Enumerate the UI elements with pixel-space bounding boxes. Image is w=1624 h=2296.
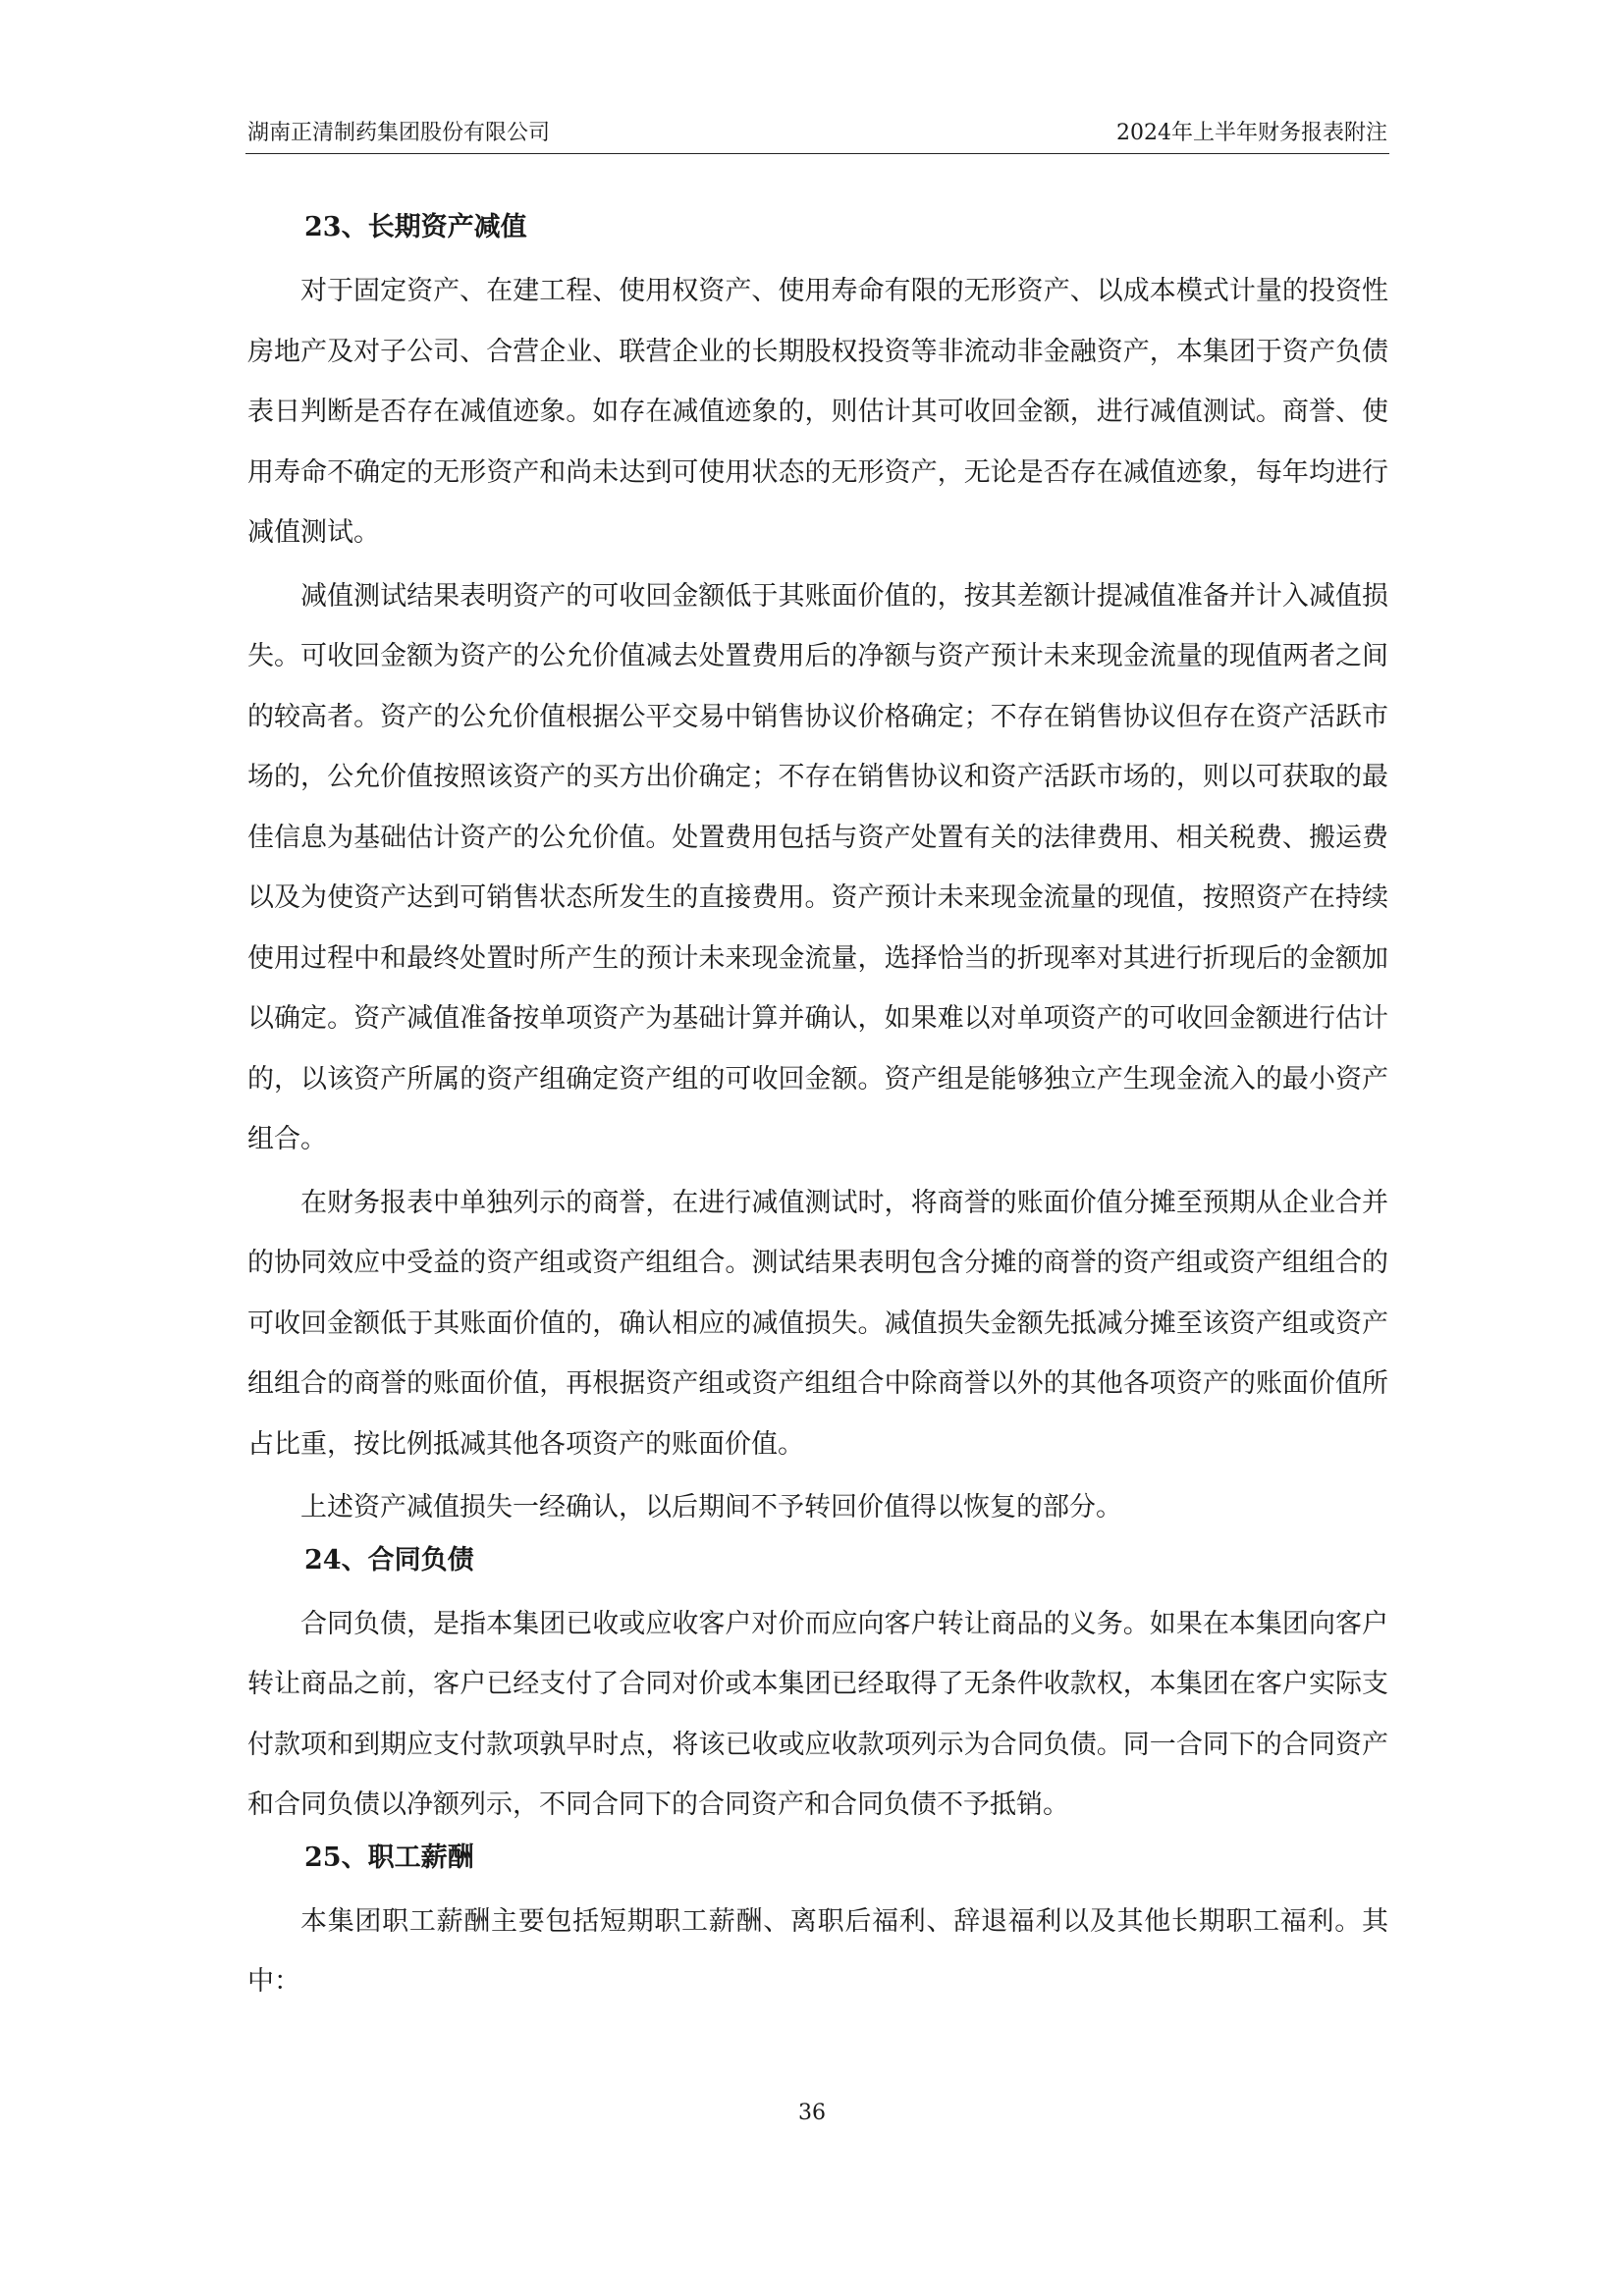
paragraph: 本集团职工薪酬主要包括短期职工薪酬、离职后福利、辞退福利以及其他长期职工福利。其中：	[247, 1905, 1388, 1997]
section-heading: 25、职工薪酬	[304, 1842, 474, 1873]
section-employee-compensation	[247, 1839, 1388, 2012]
header-report-title: 2024年上半年财务报表附注	[1116, 121, 1387, 145]
section-heading: 24、合同负债	[304, 1544, 474, 1575]
paragraph: 合同负债，是指本集团已收或应收客户对价而应向客户转让商品的义务。如果在本集团向客户转让商品之前，客户已经支付了合同对价或本集团已经取得了无条件收款权，本集团在客户实际支付款项和到期应支付款项孰早时点，将该已收或应收款项列示为合同负债。同一合同下的合同资产和合同负债以净额列示，不同合同下的合同资产和合同负债不予抵销。	[247, 1608, 1388, 1820]
paragraph: 上述资产减值损失一经确认，以后期间不予转回价值得以恢复的部分。	[300, 1492, 1122, 1522]
section-heading: 23、长期资产减值	[304, 212, 527, 242]
page-header	[245, 114, 1389, 154]
document-body	[247, 208, 1388, 2015]
paragraph: 减值测试结果表明资产的可收回金额低于其账面价值的，按其差额计提减值准备并计入减值损失。可收回金额为资产的公允价值减去处置费用后的净额与资产预计未来现金流量的现值两者之间的较高者。资产的公允价值根据公平交易中销售协议价格确定；不存在销售协议但存在资产活跃市场的，公允价值按照该资产的买方出价确定；不存在销售协议和资产活跃市场的，则以可获取的最佳信息为基础估计资产的公允价值。处置费用包括与资产处置有关的法律费用、相关税费、搬运费以及为使资产达到可销售状态所发生的直接费用。资产预计未来现金流量的现值，按照资产在持续使用过程中和最终处置时所产生的预计未来现金流量，选择恰当的折现率对其进行折现后的金额加以确定。资产减值准备按单项资产为基础计算并确认，如果难以对单项资产的可收回金额进行估计的，以该资产所属的资产组确定资产组的可收回金额。资产组是能够独立产生现金流入的最小资产组合。	[247, 580, 1388, 1154]
section-long-term-asset-impairment	[247, 208, 1388, 1538]
paragraph: 对于固定资产、在建工程、使用权资产、使用寿命有限的无形资产、以成本模式计量的投资性房地产及对子公司、合营企业、联营企业的长期股权投资等非流动非金融资产，本集团于资产负债表日判断是否存在减值迹象。如存在减值迹象的，则估计其可收回金额，进行减值测试。商誉、使用寿命不确定的无形资产和尚未达到可使用状态的无形资产，无论是否存在减值迹象，每年均进行减值测试。	[247, 276, 1388, 548]
section-contract-liabilities	[247, 1541, 1388, 1836]
page-number: 36	[798, 2101, 826, 2125]
paragraph: 在财务报表中单独列示的商誉，在进行减值测试时，将商誉的账面价值分摊至预期从企业合并的协同效应中受益的资产组或资产组组合。测试结果表明包含分摊的商誉的资产组或资产组组合的可收回金额低于其账面价值的，确认相应的减值损失。减值损失金额先抵减分摊至该资产组或资产组组合的商誉的账面价值，再根据资产组或资产组组合中除商誉以外的其他各项资产的账面价值所占比重，按比例抵减其他各项资产的账面价值。	[247, 1187, 1388, 1460]
header-company-name: 湖南正清制药集团股份有限公司	[247, 121, 551, 145]
